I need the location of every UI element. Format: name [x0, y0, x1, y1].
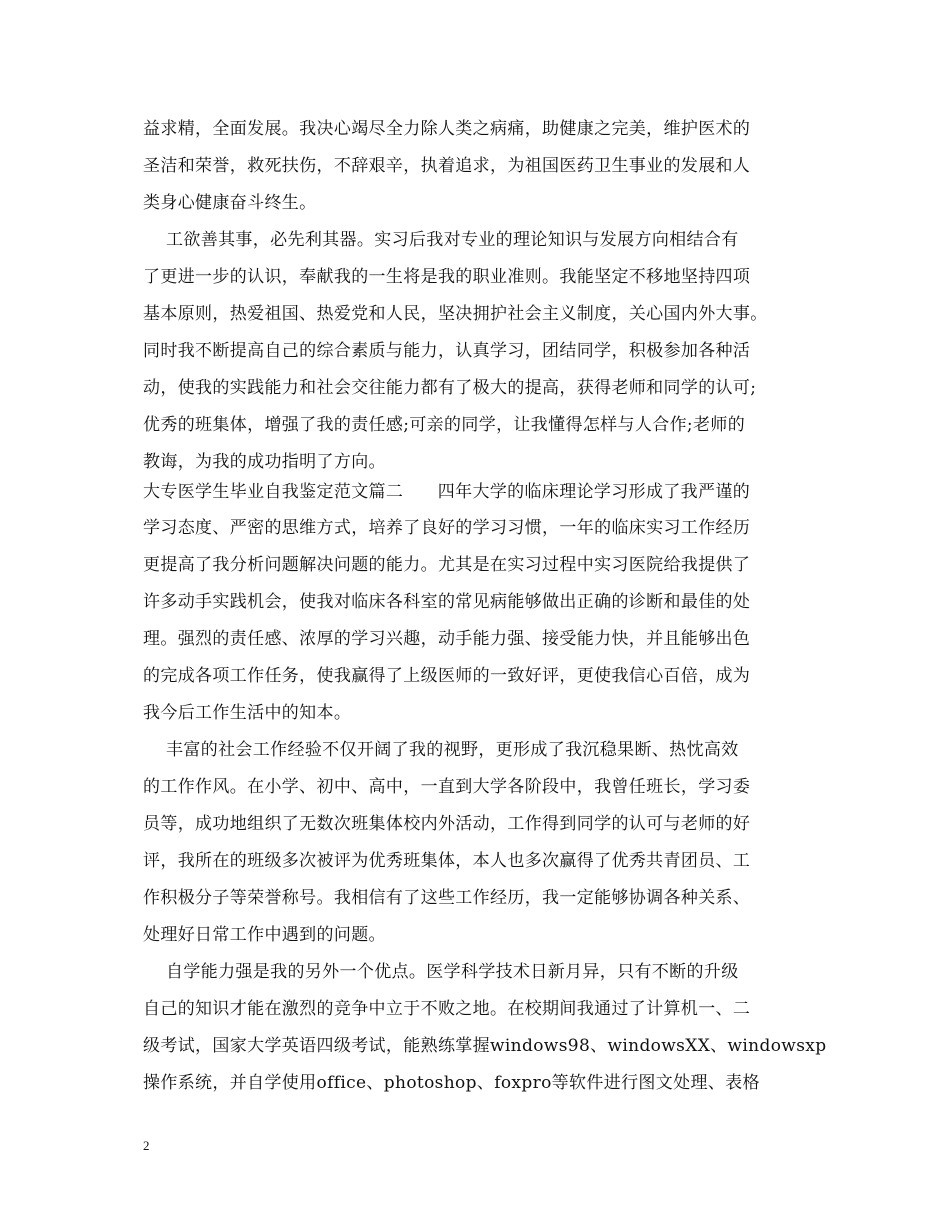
text-line: 教诲，为我的成功指明了方向。	[143, 452, 386, 472]
text-line: 我今后工作生活中的知本。	[143, 703, 352, 723]
text-line: 理。强烈的责任感、浓厚的学习兴趣，动手能力强、接受能力快，并且能够出色	[143, 629, 751, 649]
text-line: 丰富的社会工作经验不仅开阔了我的视野，更形成了我沉稳果断、热忱高效	[143, 740, 739, 760]
text-line: 作积极分子等荣誉称号。我相信有了这些工作经历，我一定能够协调各种关系、	[143, 888, 751, 908]
text-line: 工欲善其事，必先利其器。实习后我对专业的理论知识与发展方向相结合有	[143, 230, 739, 250]
text-line: 动，使我的实践能力和社会交往能力都有了极大的提高，获得老师和同学的认可;	[143, 378, 757, 398]
text-line: 学习态度、严密的思维方式，培养了良好的学习习惯，一年的临床实习工作经历	[143, 518, 751, 538]
page-number: 2	[143, 1138, 150, 1153]
text-line: 员等，成功地组织了无数次班集体校内外活动，工作得到同学的认可与老师的好	[143, 814, 751, 834]
text-line: 优秀的班集体，增强了我的责任感;可亲的同学，让我懂得怎样与人合作;老师的	[143, 415, 746, 435]
text-line: 级考试，国家大学英语四级考试，能熟练掌握windows98、windowsXX、windowsxp	[143, 1036, 827, 1056]
text-line: 自学能力强是我的另外一个优点。医学科学技术日新月异，只有不断的升级	[143, 962, 739, 982]
text-line: 自己的知识才能在激烈的竞争中立于不败之地。在校期间我通过了计算机一、二	[143, 999, 751, 1019]
section-heading-line: 大专医学生毕业自我鉴定范文篇二 四年大学的临床理论学习形成了我严谨的	[143, 482, 751, 502]
text-line: 益求精，全面发展。我决心竭尽全力除人类之病痛，助健康之完美，维护医术的	[143, 119, 751, 139]
text-line: 处理好日常工作中遇到的问题。	[143, 925, 386, 945]
text-line: 基本原则，热爱祖国、热爱党和人民，坚决拥护社会主义制度，关心国内外大事。	[143, 304, 768, 324]
text-line: 的完成各项工作任务，使我赢得了上级医师的一致好评，更使我信心百倍，成为	[143, 666, 751, 686]
text-line: 许多动手实践机会，使我对临床各科室的常见病能够做出正确的诊断和最佳的处	[143, 592, 751, 612]
text-line: 圣洁和荣誉，救死扶伤，不辞艰辛，执着追求，为祖国医药卫生事业的发展和人	[143, 156, 751, 176]
text-line: 类身心健康奋斗终生。	[143, 193, 317, 213]
text-line: 了更进一步的认识，奉献我的一生将是我的职业准则。我能坚定不移地坚持四项	[143, 267, 751, 287]
text-line: 操作系统，并自学使用office、photoshop、foxpro等软件进行图文处理、表格	[143, 1073, 760, 1093]
text-line: 更提高了我分析问题解决问题的能力。尤其是在实习过程中实习医院给我提供了	[143, 555, 751, 575]
text-line: 评，我所在的班级多次被评为优秀班集体，本人也多次赢得了优秀共青团员、工	[143, 851, 751, 871]
text-line: 的工作作风。在小学、初中、高中，一直到大学各阶段中，我曾任班长，学习委	[143, 777, 751, 797]
text-line: 同时我不断提高自己的综合素质与能力，认真学习，团结同学，积极参加各种活	[143, 341, 751, 361]
